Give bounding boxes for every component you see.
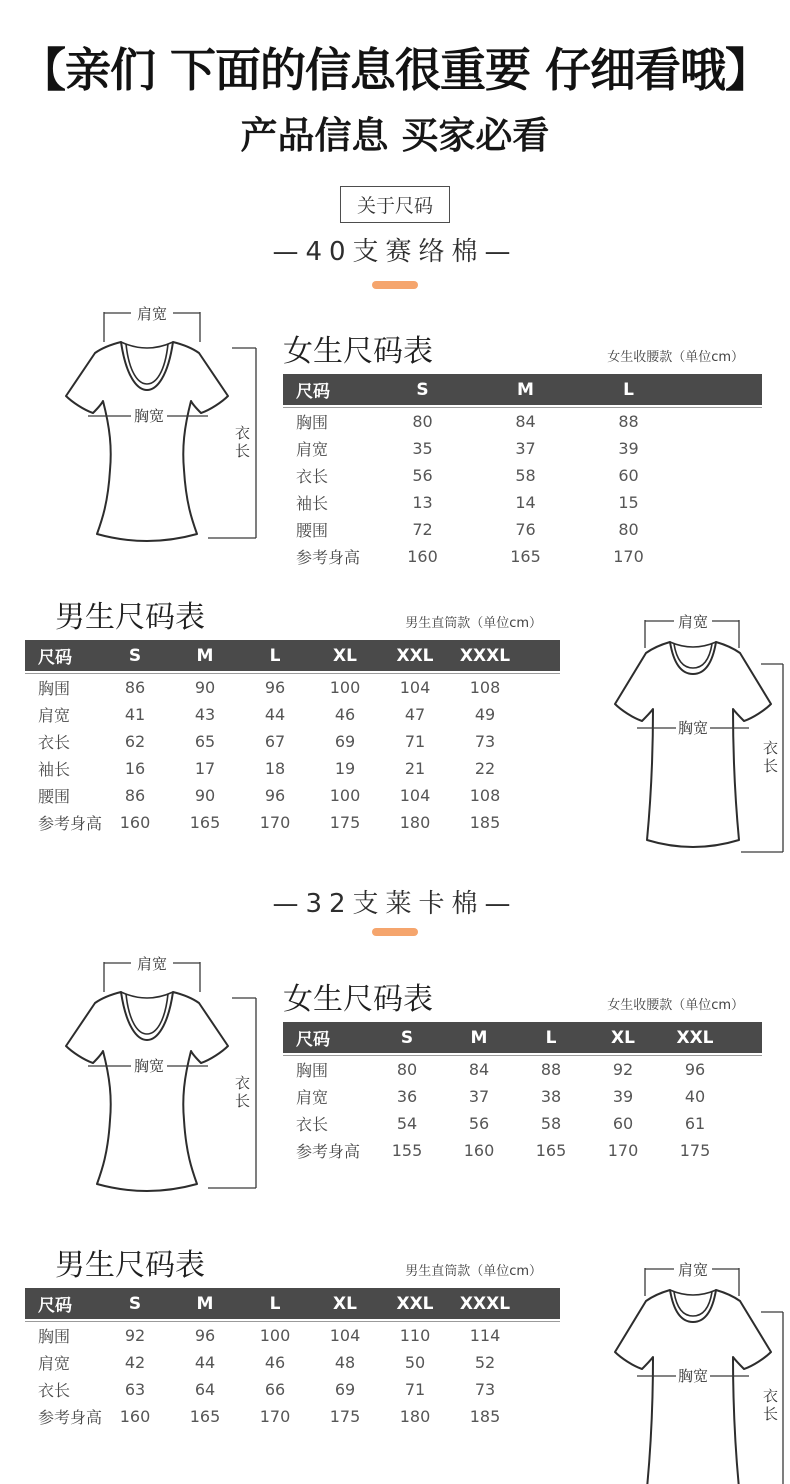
shoulder-width-label: 肩宽 [677,1261,709,1279]
table-cell: 80 [396,1060,418,1079]
table-cell: 15 [618,493,639,512]
table-header-row [25,1288,560,1319]
table-row [25,1403,560,1430]
table-cell: 47 [404,705,426,724]
table-cell: 67 [264,732,286,751]
table-row [25,728,560,755]
table-cell: 40 [684,1087,706,1106]
table-cell: 100 [329,678,361,697]
size-info-badge: 关于尺码 [340,186,450,223]
table-cell: 22 [474,759,496,778]
table-note: 男生直筒款（单位cm） [405,1264,542,1279]
table-header-cell: 尺码 [38,648,72,668]
table-cell: 66 [264,1380,286,1399]
garment-length-label: 衣长 [761,1388,779,1424]
table-row [25,701,560,728]
table-cell: 60 [612,1114,634,1133]
table-cell: 104 [329,1326,361,1345]
table-cell: 42 [124,1353,146,1372]
table-cell: 180 [399,813,431,832]
table-cell: 185 [469,1407,501,1426]
table-cell: 86 [124,678,146,697]
table-header-cell: S [416,379,429,400]
table-cell: 44 [194,1353,216,1372]
table-cell: 50 [404,1353,426,1372]
table-cell: 14 [515,493,536,512]
table-cell: 155 [391,1141,423,1160]
table-cell: 185 [469,813,501,832]
table-header-cell: 尺码 [296,382,330,402]
table-cell: 胸围 [296,413,329,432]
table-cell: 袖长 [296,494,329,513]
table-cell: 84 [468,1060,490,1079]
table-cell: 肩宽 [296,1088,329,1107]
size-table [25,640,560,836]
table-header-row [283,374,762,405]
table-cell: 160 [119,1407,151,1426]
women-tshirt-diagram [30,948,265,1208]
table-cell: 160 [119,813,151,832]
women-size-table-siro [283,330,762,570]
table-cell: 36 [396,1087,418,1106]
table-cell: 69 [334,1380,356,1399]
table-cell: 73 [474,732,496,751]
table-title: 女生尺码表 [283,982,433,1017]
table-cell: 52 [474,1353,496,1372]
table-cell: 63 [124,1380,146,1399]
shoulder-width-label: 肩宽 [136,955,168,973]
table-cell: 76 [515,520,536,539]
table-header-cell: L [269,1293,281,1314]
women-size-table-lycra [283,978,762,1164]
table-note: 女生收腰款（单位cm） [607,350,744,365]
table-cell: 37 [515,439,536,458]
table-cell: 180 [399,1407,431,1426]
table-cell: 17 [194,759,216,778]
table-cell: 88 [540,1060,562,1079]
table-cell: 100 [259,1326,291,1345]
table-cell: 90 [194,786,216,805]
table-row [283,408,762,435]
table-cell: 衣长 [296,1115,329,1134]
table-header-cell: XL [611,1027,635,1048]
table-cell: 60 [618,466,639,485]
table-header-cell: XL [333,645,357,666]
size-table [25,1288,560,1430]
table-cell: 175 [679,1141,711,1160]
table-cell: 肩宽 [38,706,71,725]
table-cell: 参考身高 [296,1142,361,1161]
table-cell: 衣长 [38,733,71,752]
table-row [283,1137,762,1164]
table-cell: 170 [613,547,644,566]
table-cell: 衣长 [296,467,329,486]
table-header-row [283,1022,762,1053]
table-cell: 88 [618,412,639,431]
table-header-cell: XXL [396,1293,434,1314]
table-header-cell: XXL [676,1027,714,1048]
table-row [283,462,762,489]
table-cell: 80 [618,520,639,539]
table-cell: 114 [469,1326,501,1345]
page-headline: 【亲们 下面的信息很重要 仔细看哦】 [19,43,771,97]
table-row [283,543,762,570]
table-header-cell: L [269,645,281,666]
table-cell: 170 [259,813,291,832]
shoulder-width-label: 肩宽 [136,305,168,323]
table-cell: 肩宽 [38,1354,71,1373]
table-row [283,516,762,543]
table-cell: 108 [469,786,501,805]
table-cell: 80 [412,412,433,431]
table-header-cell: S [128,1293,142,1314]
table-header-cell: XXL [396,645,434,666]
table-cell: 86 [124,786,146,805]
shoulder-width-label: 肩宽 [677,613,709,631]
table-row [25,674,560,701]
table-cell: 104 [399,786,431,805]
table-cell: 腰围 [38,787,71,806]
table-row [283,1083,762,1110]
men-size-table-siro [25,592,560,836]
table-header-cell: M [517,379,534,400]
accent-bar [372,281,418,289]
table-cell: 104 [399,678,431,697]
garment-length-label: 衣长 [233,1075,251,1111]
table-row [25,755,560,782]
table-title: 女生尺码表 [283,334,433,369]
size-table [283,1022,762,1164]
table-cell: 108 [469,678,501,697]
table-cell: 39 [612,1087,634,1106]
table-cell: 56 [412,466,433,485]
size-table [283,374,762,570]
table-header-cell: XXXL [459,645,511,666]
table-header-row [25,640,560,671]
table-cell: 175 [329,1407,361,1426]
table-cell: 160 [407,547,438,566]
table-title: 男生尺码表 [55,600,205,635]
table-cell: 21 [404,759,426,778]
table-cell: 170 [607,1141,639,1160]
table-row [283,489,762,516]
table-cell: 46 [334,705,356,724]
table-header-cell: M [196,1293,214,1314]
table-cell: 96 [264,786,286,805]
table-cell: 袖长 [38,760,71,779]
table-cell: 62 [124,732,146,751]
table-row [25,1322,560,1349]
table-cell: 96 [264,678,286,697]
table-cell: 69 [334,732,356,751]
chest-width-label: 胸宽 [133,407,165,425]
table-cell: 84 [515,412,536,431]
table-row [25,782,560,809]
page-subtitle: 产品信息 买家必看 [240,114,550,157]
table-cell: 肩宽 [296,440,329,459]
accent-bar [372,928,418,936]
table-cell: 170 [259,1407,291,1426]
table-cell: 43 [194,705,216,724]
table-header-cell: L [623,379,634,400]
table-row [283,435,762,462]
table-cell: 衣长 [38,1381,71,1400]
table-cell: 41 [124,705,146,724]
table-cell: 96 [194,1326,216,1345]
table-header-cell: XXXL [459,1293,511,1314]
table-row [283,1056,762,1083]
table-cell: 65 [194,732,216,751]
table-header-cell: M [196,645,214,666]
table-cell: 64 [194,1380,216,1399]
table-row [25,809,560,836]
table-cell: 56 [468,1114,490,1133]
table-header-cell: S [128,645,142,666]
table-cell: 参考身高 [38,1408,103,1427]
table-row [283,1110,762,1137]
table-cell: 腰围 [296,521,329,540]
table-cell: 19 [334,759,356,778]
table-cell: 165 [189,1407,221,1426]
table-cell: 胸围 [296,1061,329,1080]
table-note: 女生收腰款（单位cm） [607,998,744,1013]
men-tshirt-diagram [593,608,790,860]
garment-length-label: 衣长 [761,740,779,776]
table-header-cell: S [400,1027,414,1048]
table-header-cell: XL [333,1293,357,1314]
chest-width-label: 胸宽 [677,719,709,737]
table-cell: 110 [399,1326,431,1345]
table-row [25,1376,560,1403]
table-cell: 61 [684,1114,706,1133]
table-cell: 92 [124,1326,146,1345]
table-cell: 165 [535,1141,567,1160]
table-cell: 54 [396,1114,418,1133]
table-cell: 37 [468,1087,490,1106]
table-cell: 39 [618,439,639,458]
table-cell: 49 [474,705,496,724]
table-cell: 38 [540,1087,562,1106]
table-note: 男生直筒款（单位cm） [405,616,542,631]
table-cell: 13 [412,493,433,512]
table-cell: 58 [515,466,536,485]
section-title-lycra-cotton: —32支莱卡棉— [272,889,518,919]
table-cell: 96 [684,1060,706,1079]
table-cell: 58 [540,1114,562,1133]
chest-width-label: 胸宽 [677,1367,709,1385]
table-cell: 90 [194,678,216,697]
table-cell: 48 [334,1353,356,1372]
women-tshirt-diagram [30,298,265,558]
table-cell: 160 [463,1141,495,1160]
table-cell: 72 [412,520,433,539]
chest-width-label: 胸宽 [133,1057,165,1075]
section-title-siro-cotton: —40支赛络棉— [272,237,518,267]
table-cell: 胸围 [38,679,71,698]
table-cell: 参考身高 [38,814,103,833]
table-header-cell: L [545,1027,557,1048]
table-cell: 175 [329,813,361,832]
table-header-cell: M [470,1027,488,1048]
table-cell: 165 [510,547,541,566]
table-cell: 胸围 [38,1327,71,1346]
men-tshirt-diagram [593,1256,790,1484]
table-cell: 71 [404,1380,426,1399]
garment-length-label: 衣长 [233,425,251,461]
table-cell: 参考身高 [296,548,361,567]
table-header-cell: 尺码 [296,1030,330,1050]
table-cell: 16 [124,759,146,778]
table-cell: 100 [329,786,361,805]
table-cell: 44 [264,705,286,724]
table-cell: 46 [264,1353,286,1372]
table-cell: 73 [474,1380,496,1399]
table-cell: 35 [412,439,433,458]
men-size-table-lycra [25,1240,560,1430]
table-cell: 165 [189,813,221,832]
table-title: 男生尺码表 [55,1248,205,1283]
table-header-cell: 尺码 [38,1296,72,1316]
table-cell: 92 [612,1060,634,1079]
table-cell: 18 [264,759,286,778]
table-row [25,1349,560,1376]
table-cell: 71 [404,732,426,751]
